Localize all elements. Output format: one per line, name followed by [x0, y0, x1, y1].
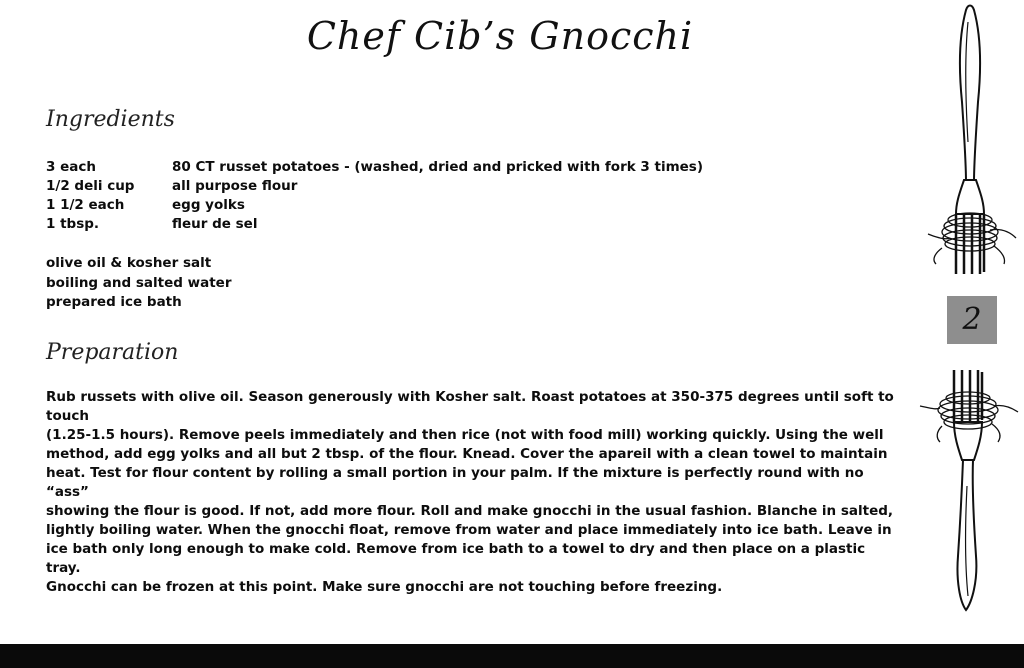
- fork-with-spaghetti-icon: [920, 2, 1020, 280]
- preparation-line: Gnocchi can be frozen at this point. Make sure gnocchi are not touching before freezing.: [46, 579, 723, 595]
- extra-ingredient: olive oil & kosher salt: [46, 255, 212, 271]
- ingredient-description: egg yolks: [172, 197, 245, 213]
- preparation-line: (1.25-1.5 hours). Remove peels immediately and then rice (not with food mill) working quickly. Using the well: [46, 427, 884, 443]
- preparation-line: Rub russets with olive oil. Season generously with Kosher salt. Roast potatoes at 350-375 degrees until soft to touch: [46, 389, 894, 424]
- extra-ingredients: [46, 254, 231, 313]
- preparation-line: method, add egg yolks and all but 2 tbsp. of the flour. Knead. Cover the apareil with a clean towel to maintain: [46, 446, 888, 462]
- ingredient-description: fleur de sel: [172, 216, 258, 232]
- ingredient-description: 80 CT russet potatoes - (washed, dried and pricked with fork 3 times): [172, 159, 704, 175]
- bottom-border-bar: [0, 644, 1024, 668]
- preparation-line: lightly boiling water. When the gnocchi float, remove from water and place immediately into ice bath. Leave in: [46, 522, 892, 538]
- ingredients-heading: Ingredients: [46, 107, 175, 132]
- inverted-fork-with-spaghetti-icon: [916, 366, 1020, 614]
- preparation-line: heat. Test for flour content by rolling a small portion in your palm. If the mixture is perfectly round with no “ass”: [46, 465, 864, 500]
- ingredient-quantity: 3 each: [46, 159, 96, 175]
- ingredient-quantity: 1 1/2 each: [46, 197, 125, 213]
- preparation-text: [46, 388, 896, 597]
- preparation-heading: Preparation: [46, 340, 179, 365]
- ingredient-row: [46, 177, 906, 196]
- extra-ingredient: prepared ice bath: [46, 294, 182, 310]
- recipe-title: Chef Cib’s Gnocchi: [306, 14, 694, 58]
- ingredient-quantity: 1/2 deli cup: [46, 178, 135, 194]
- page-number-badge: 2: [947, 296, 997, 344]
- ingredients-list: [46, 158, 906, 234]
- extra-ingredient: boiling and salted water: [46, 274, 232, 291]
- ingredient-row: [46, 215, 906, 234]
- ingredient-quantity: 1 tbsp.: [46, 216, 100, 232]
- preparation-line: showing the flour is good. If not, add more flour. Roll and make gnocchi in the usual fashion. Blanche in salted,: [46, 503, 894, 519]
- preparation-line: ice bath only long enough to make cold. Remove from ice bath to a towel to dry and then place on a plastic tray.: [46, 541, 866, 576]
- ingredient-row: [46, 158, 906, 177]
- ingredient-description: all purpose flour: [172, 178, 298, 194]
- ingredient-row: [46, 196, 906, 215]
